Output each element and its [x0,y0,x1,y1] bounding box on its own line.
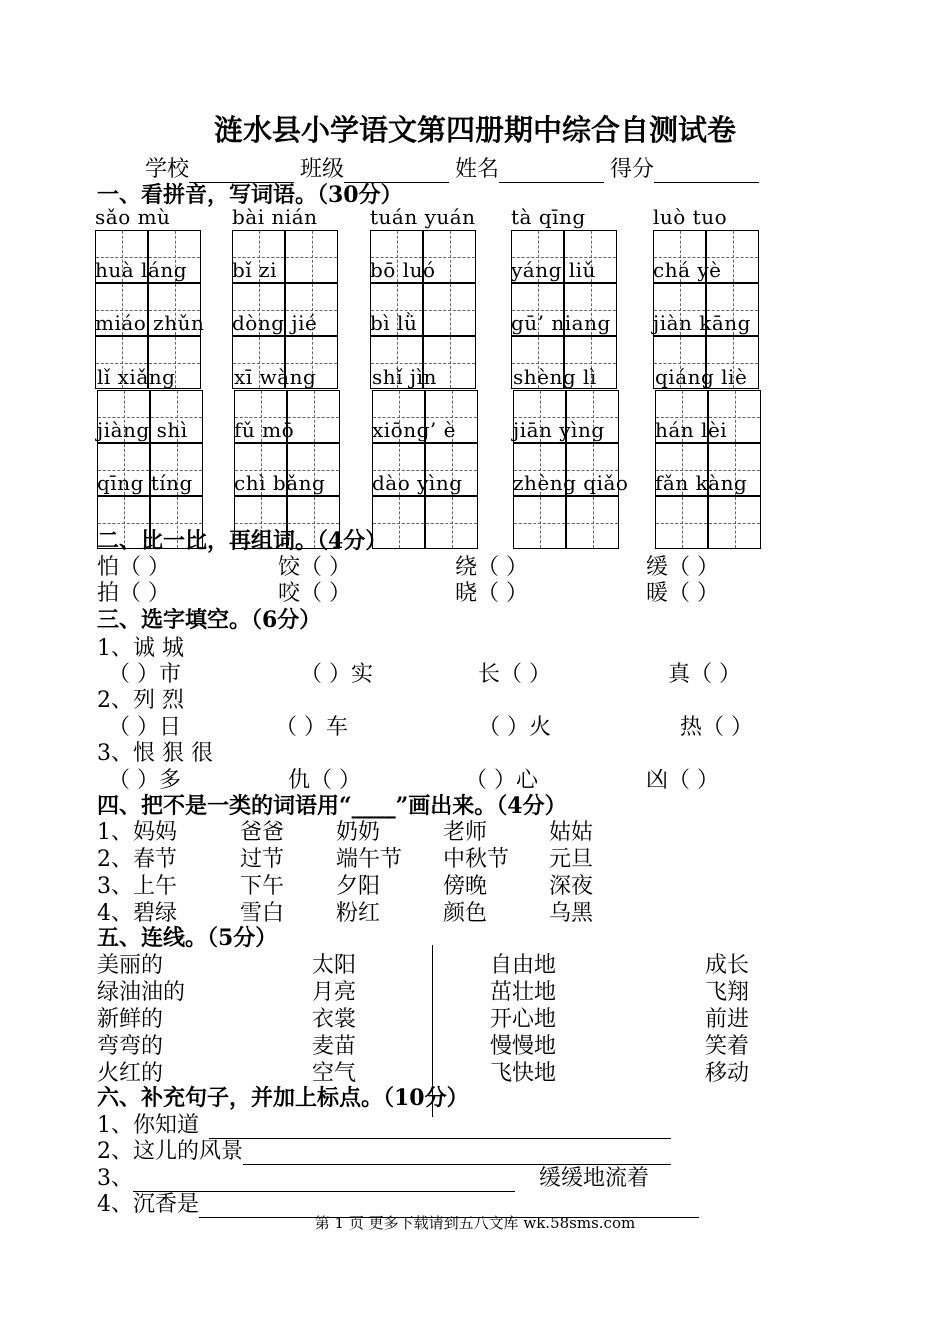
match-word[interactable]: 开心地 [490,1007,557,1032]
fill-blank: 热（ ） [680,715,753,740]
character-box[interactable] [655,496,708,549]
pinyin-label: qiáng liè [655,365,748,389]
name-label: 姓名 [455,157,500,182]
sentence-label: 3、 [97,1166,133,1191]
tianzige-guide [513,496,566,549]
compare-item: 咬（ ） [278,581,351,606]
score-blank[interactable] [654,162,759,183]
tianzige-guide [566,496,619,549]
question-label: 1、诚 城 [97,636,184,661]
match-word[interactable]: 太阳 [312,953,357,978]
section1-heading: 一、看拼音，写词语。（30分） [97,182,403,208]
pinyin-label: lǐ xiǎng [97,365,176,389]
pinyin-label: tuán yuán [370,205,476,229]
match-word[interactable]: 慢慢地 [490,1034,557,1059]
character-box[interactable] [285,230,338,283]
sentence-label: 1、你知道 [97,1113,199,1138]
pinyin-label: bǐ zi [232,258,277,282]
pinyin-label: miáo zhǔn [95,311,205,335]
pinyin-label: yáng liǔ [511,258,596,282]
tianzige-guide [423,283,476,336]
pinyin-label: shǐ jìn [372,365,437,389]
pinyin-label: bì lǜ [370,311,418,335]
match-word[interactable]: 前进 [705,1007,750,1032]
tianzige-guide [285,230,338,283]
pinyin-label: zhèng qiǎo [513,471,629,495]
sentence-label: 4、沉香是 [97,1192,199,1217]
section6-heading: 六、补充句子，并加上标点。（10分） [97,1085,469,1111]
pinyin-label: gū’ niang [511,311,611,335]
page-footer: 第 1 页 更多下载请到五八文库 wk.58sms.com [314,1214,636,1232]
word-item[interactable]: 雪白 [240,901,285,926]
word-item[interactable]: 深夜 [549,874,594,899]
match-word[interactable]: 移动 [705,1061,750,1086]
word-item[interactable]: 2、春节 [97,847,177,872]
name-field [455,152,604,183]
match-word[interactable]: 火红的 [97,1061,164,1086]
match-word[interactable]: 新鲜的 [97,1007,164,1032]
word-item[interactable]: 老师 [443,820,488,845]
word-item[interactable]: 姑姑 [549,820,594,845]
character-box[interactable] [566,496,619,549]
word-item[interactable]: 颜色 [443,901,488,926]
section3-heading: 三、选字填空。（6分） [97,607,322,633]
fill-blank: （ ）市 [108,662,181,687]
pinyin-label: dào yìng [372,471,463,495]
compare-item: 饺（ ） [278,555,351,580]
match-word[interactable]: 飞快地 [490,1061,557,1086]
character-box[interactable] [423,283,476,336]
fill-blank: （ ）日 [108,715,181,740]
compare-item: 绕（ ） [455,555,528,580]
compare-item: 暖（ ） [646,581,719,606]
pinyin-label: xiōng’ è [372,418,456,442]
character-box[interactable] [513,496,566,549]
fill-blank: （ ）车 [275,715,348,740]
compare-item: 缓（ ） [646,555,719,580]
compare-item: 怕（ ） [97,555,170,580]
pinyin-label: fǎn kàng [655,471,748,495]
match-word[interactable]: 美丽的 [97,953,164,978]
word-item[interactable]: 粉红 [336,901,381,926]
character-box[interactable] [425,496,478,549]
tianzige-guide [425,496,478,549]
pinyin-label: jiàng shì [97,418,188,442]
match-word[interactable]: 月亮 [312,980,357,1005]
compare-item: 晓（ ） [455,581,528,606]
word-item[interactable]: 4、碧绿 [97,901,177,926]
fill-blank: 仇（ ） [288,768,361,793]
match-word[interactable]: 茁壮地 [490,980,557,1005]
score-field [610,152,759,183]
match-word[interactable]: 弯弯的 [97,1034,164,1059]
pinyin-label: sǎo mù [95,205,171,229]
pinyin-label: tà qīng [511,205,586,229]
name-blank[interactable] [499,162,604,183]
pinyin-label: jiān yìng [513,418,605,442]
match-word[interactable]: 衣裳 [312,1007,357,1032]
word-item[interactable]: 傍晚 [443,874,488,899]
match-word[interactable]: 飞翔 [705,980,750,1005]
word-item[interactable]: 端午节 [336,847,403,872]
fill-blank: （ ）心 [465,768,538,793]
match-word[interactable]: 麦苗 [312,1034,357,1059]
pinyin-label: hán lèi [655,418,728,442]
pinyin-label: jiàn kāng [653,311,751,335]
sentence-label: 2、这儿的风景 [97,1139,243,1164]
pinyin-label: qīng tíng [97,471,193,495]
pinyin-label: dòng jié [232,311,318,335]
fill-blank: 长（ ） [478,662,551,687]
word-item[interactable]: 3、上午 [97,874,177,899]
pinyin-label: bài nián [232,205,318,229]
word-item[interactable]: 过节 [240,847,285,872]
match-word[interactable]: 绿油油的 [97,980,186,1005]
word-item[interactable]: 夕阳 [336,874,381,899]
pinyin-label: huà láng [95,258,188,282]
tianzige-guide [708,496,761,549]
tianzige-guide [287,390,340,443]
tianzige-guide [655,496,708,549]
word-item[interactable]: 乌黑 [549,901,594,926]
match-word[interactable]: 笑着 [705,1034,750,1059]
class-label: 班级 [300,157,345,182]
pinyin-label: chì bǎng [234,471,326,495]
word-item[interactable]: 中秋节 [443,847,510,872]
score-label: 得分 [610,157,655,182]
pinyin-label: chá yè [653,258,722,282]
fill-blank: （ ）多 [108,768,181,793]
question-label: 3、恨 狠 很 [97,741,213,766]
fill-blank: （ ）火 [478,715,551,740]
page-title: 涟水县小学语文第四册期中综合自测试卷 [213,113,736,147]
compare-item: 拍（ ） [97,581,170,606]
word-item[interactable]: 1、妈妈 [97,820,177,845]
match-word[interactable]: 成长 [705,953,750,978]
pinyin-label: bō luó [370,258,436,282]
section5-heading: 五、连线。（5分） [97,925,278,951]
word-item[interactable]: 元旦 [549,847,594,872]
section4-heading: 四、把不是一类的词语用“____”画出来。（4分） [97,793,567,819]
pinyin-label: shèng lì [513,365,597,389]
fill-blank: 凶（ ） [646,768,719,793]
character-box[interactable] [287,390,340,443]
question-label: 2、列 烈 [97,688,184,713]
school-label: 学校 [145,157,190,182]
sentence-ending: 缓缓地流着 [539,1166,650,1191]
fill-blank: （ ）实 [300,662,373,687]
word-item[interactable]: 奶奶 [336,820,381,845]
pinyin-label: luò tuo [653,205,728,229]
pinyin-label: fǔ mō [234,418,295,442]
word-item[interactable]: 下午 [240,874,285,899]
fill-blank: 真（ ） [668,662,741,687]
match-word[interactable]: 自由地 [490,953,557,978]
match-word[interactable]: 空气 [312,1061,357,1086]
character-box[interactable] [708,496,761,549]
pinyin-label: xī wàng [234,365,317,389]
section2-heading: 二、比一比，再组词。（4分） [97,528,388,554]
word-item[interactable]: 爸爸 [240,820,285,845]
